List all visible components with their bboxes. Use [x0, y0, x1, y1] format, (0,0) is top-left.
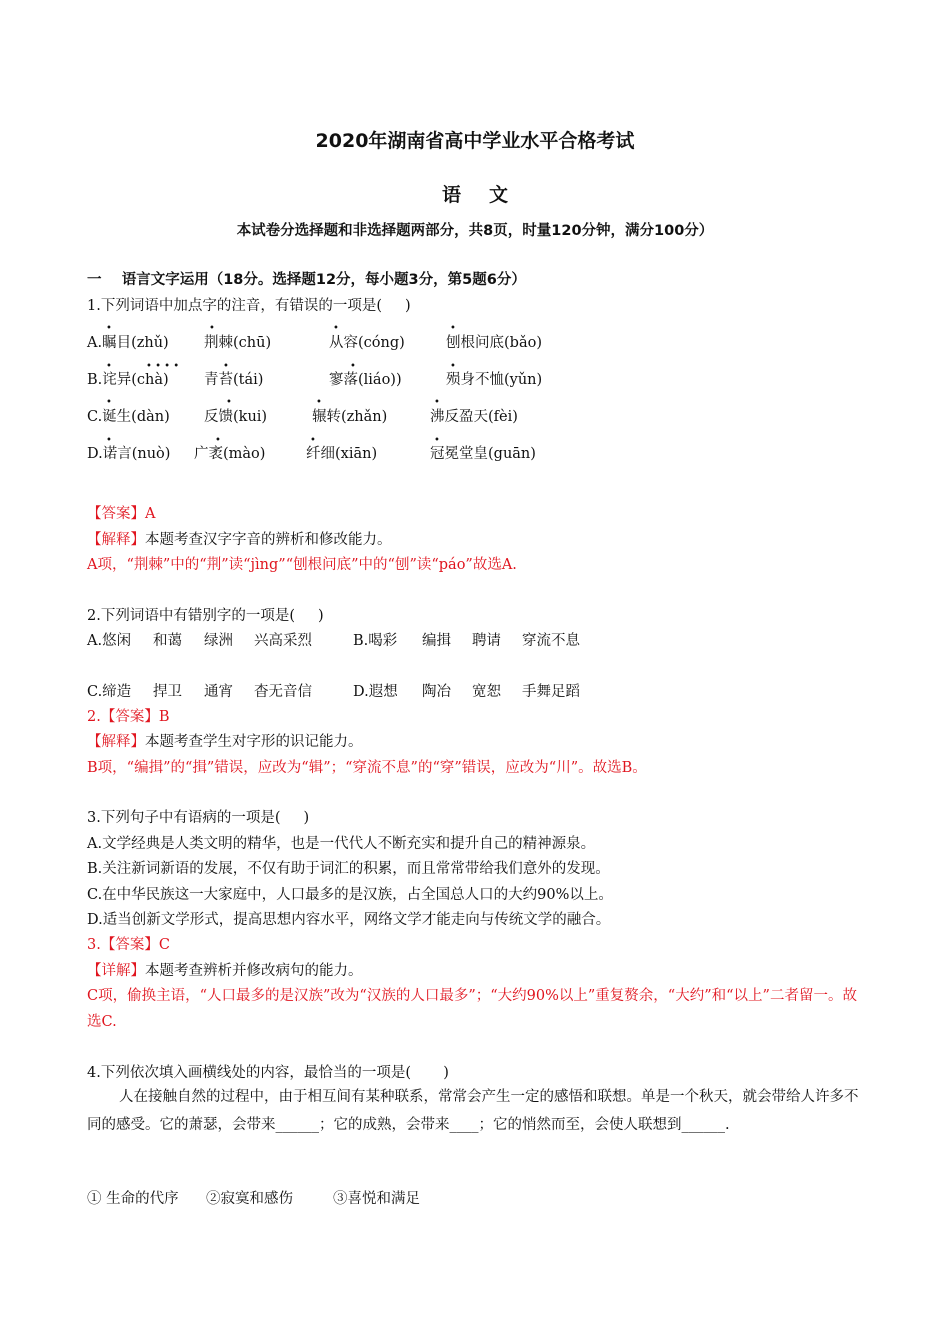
emphasis-dot: • — [106, 323, 112, 334]
emphasis-dot: • — [333, 323, 339, 334]
q1-option: 寥落(liáo)) — [329, 372, 402, 388]
q2-option: 编揖 — [422, 633, 451, 649]
q3-answer — [87, 935, 170, 955]
q4-stem: 4.下列依次填入画横线处的内容，最恰当的一项是( ) — [87, 1065, 449, 1081]
q1-option: A.瞩目(zhǔ) — [87, 335, 169, 351]
q1-option: D.诺言(nuò) — [87, 446, 171, 462]
q3-option: C.在中华民族这一大家庭中，人口最多的是汉族，占全国总人口的大约90%以上。 — [87, 887, 613, 903]
emphasis-dot: • — [226, 397, 232, 408]
explanation-text: 本题考查辨析并修改病句的能力。 — [145, 963, 363, 979]
q3-option: D.适当创新文学形式，提高思想内容水平，网络文学才能走向与传统文学的融合。 — [87, 912, 611, 928]
emphasis-dot: • — [209, 323, 215, 334]
q2-detail: B项，“编揖”的“揖”错误，应改为“辑”；“穿流不息”的“穿”错误，应改为“川”。故选B。 — [87, 760, 647, 776]
q2-option: 兴高采烈 — [254, 633, 312, 649]
explanation-label: 【解释】 — [87, 734, 145, 750]
section-heading: 一 语言文字运用（18分。选择题12分，每小题3分，第5题6分） — [87, 272, 526, 288]
emphasis-dot: • — [215, 435, 221, 446]
q4-passage: 人在接触自然的过程中，由于相互间有某种联系，常常会产生一定的感悟和联想。单是一个秋天，就会带给人许多不同的感受。它的萧瑟，会带来______；它的成熟，会带来____；它的悄然而至，会使人联想到______. — [87, 1089, 859, 1133]
q2-option: 通宵 — [204, 684, 233, 700]
emphasis-dot: • — [350, 361, 356, 372]
q2-option: B.喝彩 — [353, 633, 398, 649]
q1-option: 刨根问底(bǎo) — [446, 335, 542, 351]
subject-title: 语文 — [441, 184, 536, 206]
q1-option: 荆棘(chū) — [204, 335, 272, 351]
answer-text: 【答案】B — [100, 709, 170, 725]
q1-option: 广袤(mào) — [194, 446, 266, 462]
q1-option: 沸反盈天(fèi) — [430, 409, 518, 425]
emphasis-dot: • — [450, 361, 456, 372]
q4-choice: ① 生命的代序 — [87, 1191, 179, 1207]
q1-option: 纤细(xiān) — [306, 446, 378, 462]
q3-stem: 3.下列句子中有语病的一项是( ) — [87, 810, 310, 826]
q1-explanation — [87, 530, 392, 550]
q2-option: 杳无音信 — [254, 684, 312, 700]
q1-option: 冠冕堂皇(guān) — [430, 446, 536, 462]
explanation-text: 本题考查汉字字音的辨析和修改能力。 — [145, 532, 392, 548]
emphasis-dot: • — [434, 397, 440, 408]
q3-explanation — [87, 961, 363, 981]
q1-option: 辗转(zhǎn) — [312, 409, 388, 425]
emphasis-dot: • — [434, 435, 440, 446]
q4-choice: ③喜悦和满足 — [333, 1191, 420, 1207]
explanation-label: 【解释】 — [87, 532, 145, 548]
q2-option: A.悠闲 — [87, 633, 132, 649]
explanation-text: 本题考查学生对字形的识记能力。 — [145, 734, 363, 750]
q1-stem: 1.下列词语中加点字的注音，有错误的一项是( ) — [87, 298, 411, 314]
q3-option: A.文学经典是人类文明的精华，也是一代代人不断充实和提升自己的精神源泉。 — [87, 836, 596, 852]
answer-text: 【答案】C — [100, 937, 170, 953]
q1-option: B.诧异(chà) — [87, 372, 169, 388]
q1-option: 青苔(tái) — [204, 372, 264, 388]
answer-number: 3. — [87, 937, 101, 953]
emphasis-dot: • — [106, 435, 112, 446]
q4-choice: ②寂寞和感伤 — [206, 1191, 293, 1207]
q3-option: B.关注新词新语的发展，不仅有助于词汇的积累，而且常常带给我们意外的发现。 — [87, 861, 610, 877]
q2-option: 宽恕 — [472, 684, 501, 700]
q2-option: 聘请 — [472, 633, 501, 649]
answer-number: 2. — [87, 709, 101, 725]
q1-option: 从容(cóng) — [329, 335, 405, 351]
q2-option: 手舞足蹈 — [522, 684, 580, 700]
emphasis-dot: • — [106, 397, 112, 408]
emphasis-dot: • — [316, 397, 322, 408]
q1-option: C.诞生(dàn) — [87, 409, 170, 425]
q2-option: 捍卫 — [153, 684, 182, 700]
q1-answer: 【答案】A — [87, 506, 156, 522]
emphasis-dot: • — [310, 435, 316, 446]
q1-detail: A项，“荆棘”中的“荆”读“jìng”“刨根问底”中的“刨”读“páo”故选A. — [87, 557, 517, 573]
emphasis-dot: • — [106, 361, 112, 372]
q2-explanation — [87, 732, 363, 752]
q2-option: C.缔造 — [87, 684, 132, 700]
q2-option: D.遐想 — [353, 684, 398, 700]
q1-option: 殒身不恤(yǔn) — [446, 372, 543, 388]
q2-option: 和蔼 — [153, 633, 182, 649]
q2-option: 穿流不息 — [522, 633, 580, 649]
exam-note: 本试卷分选择题和非选择题两部分，共8页，时量120分钟，满分100分） — [236, 223, 714, 239]
q2-stem: 2.下列词语中有错别字的一项是( ) — [87, 608, 324, 624]
q2-option: 绿洲 — [204, 633, 233, 649]
explanation-label: 【详解】 — [87, 963, 145, 979]
emphasis-dot: • • • • — [146, 361, 180, 372]
q1-option: 反馈(kui) — [204, 409, 268, 425]
exam-title: 2020年湖南省高中学业水平合格考试 — [315, 130, 635, 152]
q2-answer — [87, 707, 170, 727]
q3-detail: C项，偷换主语，“人口最多的是汉族”改为“汉族的人口最多”；“大约90%以上”重复赘余，“大约”和“以上”二者留一。故选C. — [87, 988, 857, 1030]
q2-option: 陶冶 — [422, 684, 451, 700]
emphasis-dot: • — [450, 323, 456, 334]
emphasis-dot: • — [223, 361, 229, 372]
